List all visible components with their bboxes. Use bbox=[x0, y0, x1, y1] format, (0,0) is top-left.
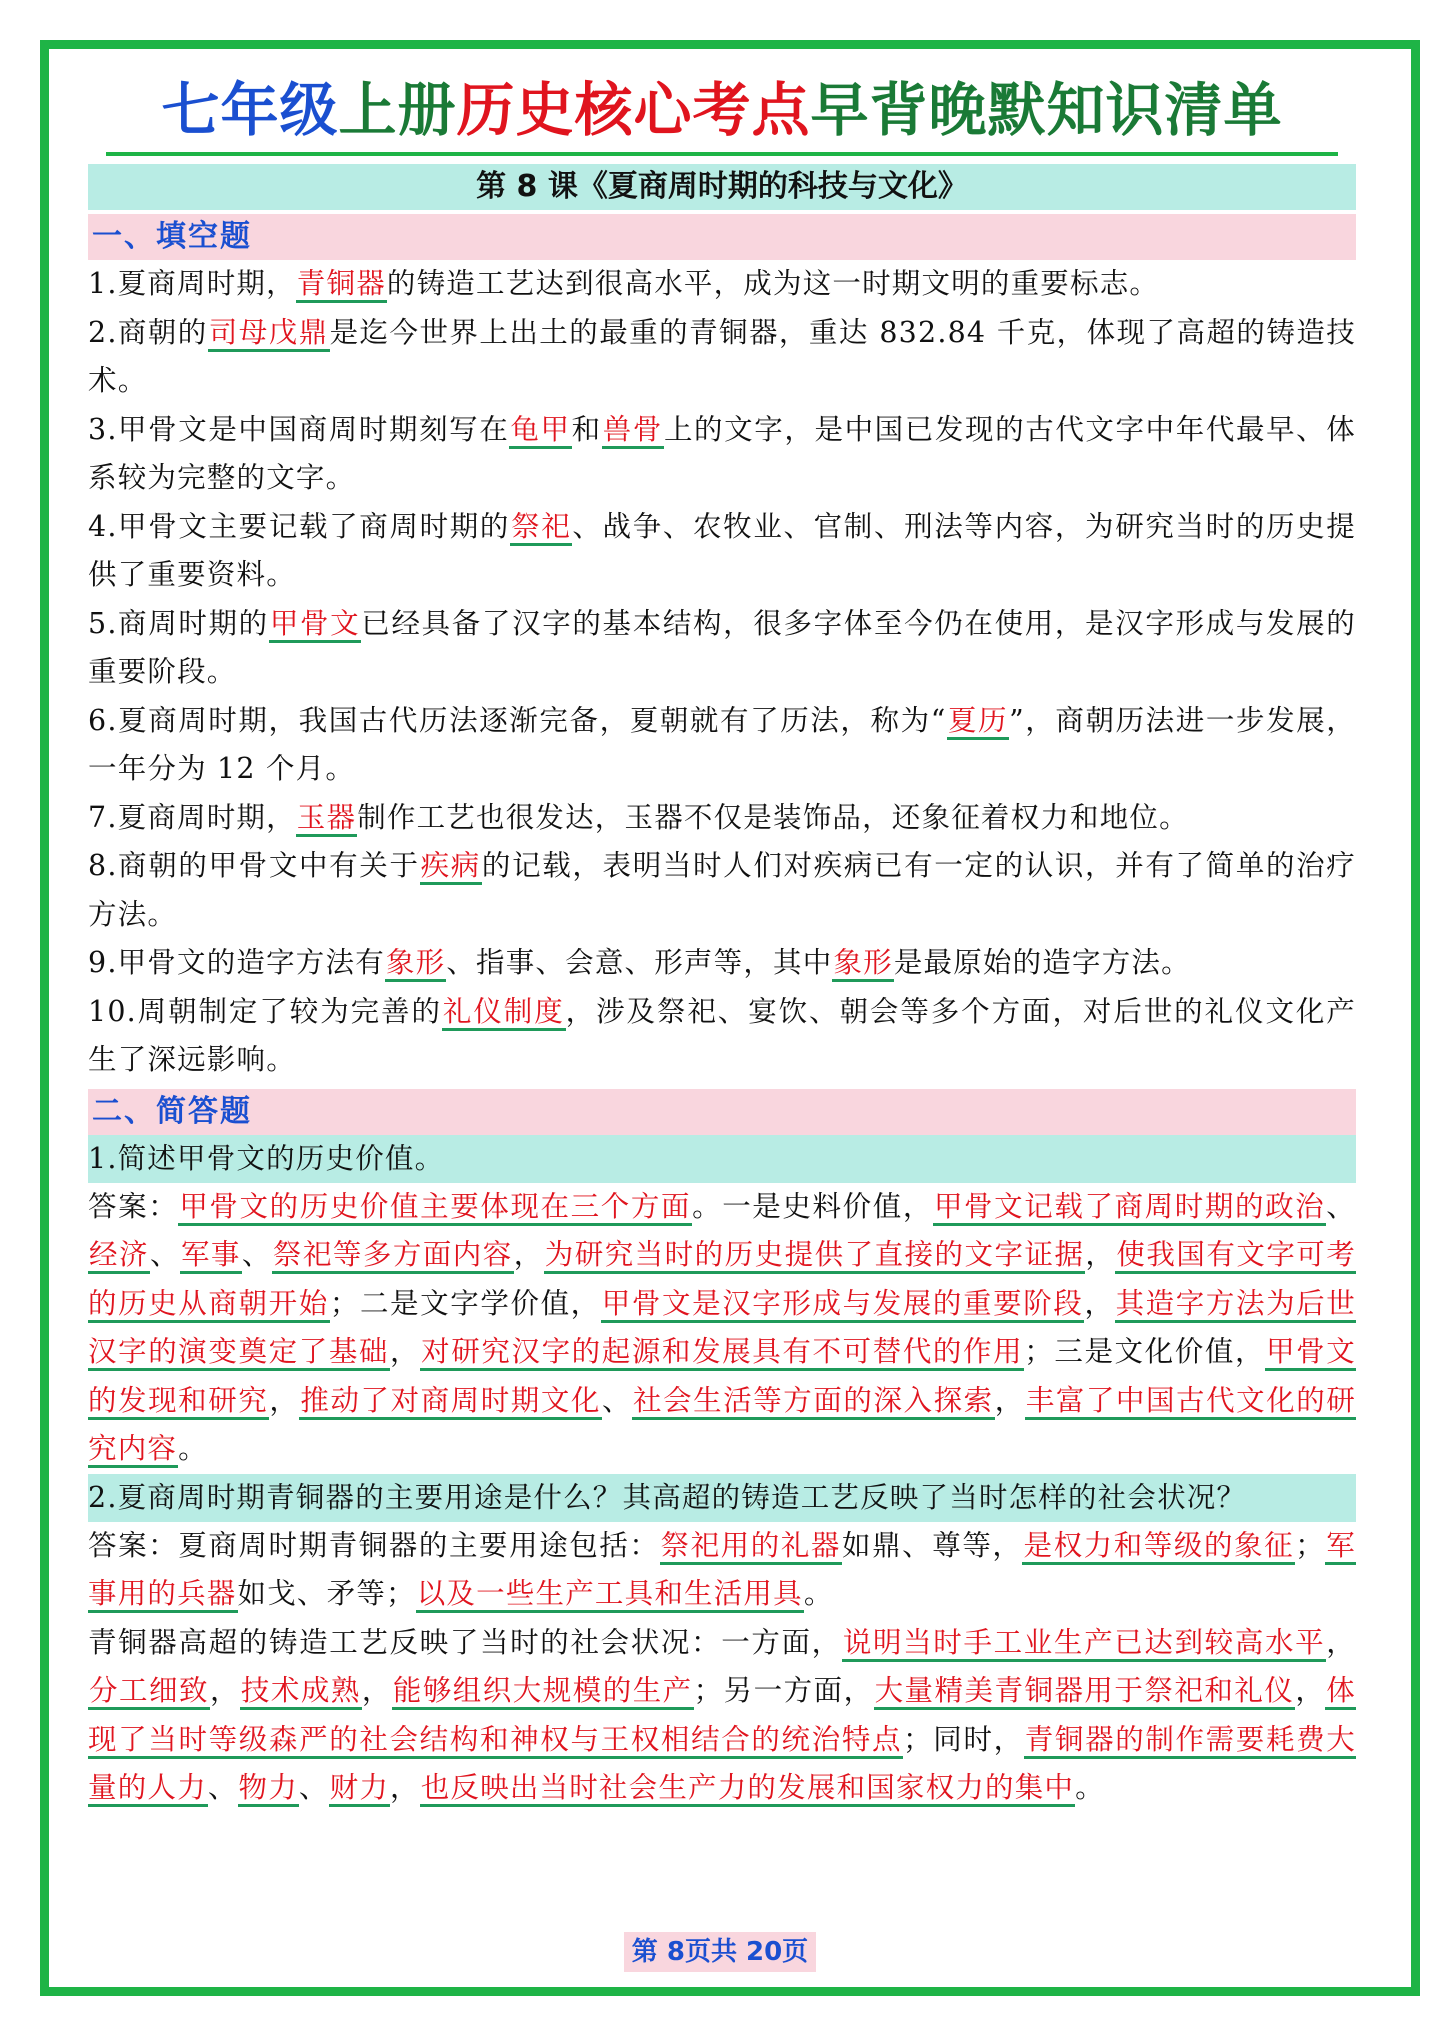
key-answer: 财力 bbox=[329, 1771, 390, 1807]
text-run: 、指事、会意、形声等，其中 bbox=[446, 946, 833, 979]
text-run: 、 bbox=[601, 1383, 633, 1417]
text-run: 如戈、矛等； bbox=[237, 1577, 416, 1610]
key-answer: 说明当时手工业生产已达到较高水平 bbox=[842, 1626, 1326, 1662]
key-answer: 军事 bbox=[180, 1238, 242, 1274]
title-segment: 早背晚默知识清单 bbox=[810, 76, 1283, 144]
key-answer: 青铜器的制作需要耗费大量的人力 bbox=[88, 1723, 1356, 1808]
text-run: 、 bbox=[298, 1771, 329, 1804]
key-answer: 为研究当时的历史提供了直接的文字证据 bbox=[544, 1238, 1086, 1274]
text-run: 、 bbox=[1326, 1189, 1356, 1223]
fill-blank-item bbox=[88, 600, 1356, 697]
text-run: ， bbox=[390, 1771, 420, 1804]
key-answer: 对研究汉字的起源和发展具有不可替代的作用 bbox=[420, 1335, 1024, 1371]
text-run: ；另一方面， bbox=[693, 1674, 874, 1707]
fill-blank-item bbox=[88, 260, 1356, 309]
question-1: 1.简述甲骨文的历史价值。 bbox=[88, 1135, 1356, 1183]
text-run: 、 bbox=[149, 1238, 180, 1271]
title-underline bbox=[106, 152, 1338, 156]
answer-paragraph bbox=[88, 1522, 1356, 1619]
key-answer: 物力 bbox=[238, 1771, 299, 1807]
key-answer: 使我国有文字可考的历史从商朝开始 bbox=[88, 1238, 1356, 1323]
section-heading-fill-blank: 一、填空题 bbox=[88, 214, 1356, 260]
key-answer: 玉器 bbox=[296, 801, 357, 837]
key-answer: 社会生活等方面的深入探索 bbox=[632, 1384, 995, 1420]
fill-blank-item bbox=[88, 697, 1356, 794]
text-run: 答案： bbox=[88, 1189, 179, 1223]
text-run: ； bbox=[1295, 1528, 1325, 1562]
text-run: ， bbox=[209, 1674, 240, 1707]
text-run: 10.周朝制定了较为完善的 bbox=[88, 994, 442, 1028]
text-run: 。一是史料价值， bbox=[692, 1189, 933, 1223]
text-run: 9.甲骨文的造字方法有 bbox=[88, 946, 385, 979]
key-answer: 祭祀用的礼器 bbox=[660, 1529, 842, 1565]
text-run: 、战争、农牧业、官制、刑法等内容，为研究当时的历史提供了重要资料。 bbox=[88, 509, 1356, 591]
text-run: ；二是文字学价值， bbox=[329, 1286, 601, 1320]
key-answer: 经济 bbox=[88, 1238, 150, 1274]
fill-blank-item bbox=[88, 309, 1356, 406]
text-run: ， bbox=[1085, 1238, 1116, 1271]
key-answer: 象形 bbox=[385, 946, 446, 982]
text-run: ， bbox=[390, 1335, 421, 1368]
text-run: ， bbox=[1084, 1286, 1115, 1320]
text-run: 、 bbox=[207, 1771, 238, 1804]
key-answer: 技术成熟 bbox=[240, 1674, 362, 1710]
key-answer: 以及一些生产工具和生活用具 bbox=[416, 1577, 804, 1613]
key-answer: 夏历 bbox=[947, 704, 1010, 740]
text-run: 已经具备了汉字的基本结构，很多字体至今仍在使用，是汉字形成与发展的重要阶段。 bbox=[88, 606, 1356, 688]
page-number: 第 8页共 20页 bbox=[624, 1932, 816, 1972]
fill-blank-item bbox=[88, 842, 1356, 939]
section-heading-short-answer: 二、简答题 bbox=[88, 1089, 1356, 1135]
text-run: 的记载，表明当时人们对疾病已有一定的认识，并有了简单的治疗方法。 bbox=[88, 849, 1356, 931]
page-title bbox=[88, 70, 1356, 152]
text-run: 8.商朝的甲骨文中有关于 bbox=[88, 849, 420, 882]
lesson-title: 第 8 课《夏商周时期的科技与文化》 bbox=[88, 164, 1356, 210]
key-answer: 分工细致 bbox=[88, 1674, 210, 1710]
text-run: 制作工艺也很发达，玉器不仅是装饰品，还象征着权力和地位。 bbox=[357, 800, 1189, 834]
key-answer: 司母戊鼎 bbox=[208, 316, 330, 352]
text-run: 上的文字，是中国已发现的古代文字中年代最早、体系较为完整的文字。 bbox=[88, 412, 1356, 494]
fill-blank-item bbox=[88, 503, 1356, 600]
key-answer: 甲骨文的历史价值主要体现在三个方面 bbox=[178, 1190, 692, 1226]
key-answer: 疾病 bbox=[420, 849, 482, 885]
text-run: 的铸造工艺达到很高水平，成为这一时期文明的重要标志。 bbox=[386, 267, 1160, 300]
question-2: 2.夏商周时期青铜器的主要用途是什么？其高超的铸造工艺反映了当时怎样的社会状况？ bbox=[88, 1474, 1356, 1522]
fill-blank-item bbox=[88, 988, 1356, 1085]
text-run: 、 bbox=[241, 1238, 272, 1271]
fill-blank-item bbox=[88, 939, 1356, 988]
key-answer: 甲骨文是汉字形成与发展的重要阶段 bbox=[601, 1287, 1085, 1323]
text-run: 是迄今世界上出土的最重的青铜器，重达 832.84 千克，体现了高超的铸造技术。 bbox=[88, 315, 1356, 397]
key-answer: 推动了对商周时期文化 bbox=[299, 1384, 602, 1420]
title-segment: 历史核心考点 bbox=[456, 76, 811, 144]
key-answer: 龟甲 bbox=[509, 413, 571, 449]
text-run: 和 bbox=[571, 412, 602, 446]
key-answer: 礼仪制度 bbox=[442, 995, 566, 1031]
text-run: 答案：夏商周时期青铜器的主要用途包括： bbox=[88, 1528, 660, 1562]
key-answer: 是权力和等级的象征 bbox=[1022, 1529, 1295, 1565]
text-run: 如鼎、尊等， bbox=[842, 1528, 1023, 1562]
key-answer: 祭祀 bbox=[510, 510, 572, 546]
key-answer: 体现了当时等级森严的社会结构和神权与王权相结合的统治特点 bbox=[88, 1674, 1356, 1759]
text-run: 青铜器高超的铸造工艺反映了当时的社会状况：一方面， bbox=[88, 1625, 842, 1659]
text-run: 6.夏商周时期，我国古代历法逐渐完备，夏朝就有了历法，称为“ bbox=[88, 703, 947, 737]
text-run: 是最原始的造字方法。 bbox=[893, 946, 1191, 979]
page-footer bbox=[0, 1932, 1440, 1972]
text-run: 2.商朝的 bbox=[88, 315, 208, 349]
key-answer: 也反映出当时社会生产力的发展和国家权力的集中 bbox=[420, 1771, 1075, 1807]
text-run: 。 bbox=[1075, 1771, 1105, 1804]
text-run: 5.商周时期的 bbox=[88, 606, 269, 640]
key-answer: 其造字方法为后世汉字的演变奠定了基础 bbox=[88, 1287, 1356, 1372]
key-answer: 青铜器 bbox=[296, 267, 387, 303]
key-answer: 能够组织大规模的生产 bbox=[392, 1674, 694, 1710]
text-run: 4.甲骨文主要记载了商周时期的 bbox=[88, 509, 511, 543]
text-run: ；同时， bbox=[903, 1722, 1024, 1756]
key-answer: 兽骨 bbox=[602, 413, 664, 449]
fill-blank-item bbox=[88, 794, 1356, 843]
text-run: 。 bbox=[803, 1577, 834, 1610]
text-run: 。 bbox=[178, 1432, 208, 1465]
text-run: ， bbox=[361, 1674, 392, 1707]
text-run: ， bbox=[994, 1383, 1025, 1417]
text-run: ， bbox=[1295, 1674, 1326, 1707]
text-run: ， bbox=[269, 1383, 300, 1417]
key-answer: 军事用的兵器 bbox=[88, 1529, 1356, 1614]
answer-1 bbox=[88, 1183, 1356, 1474]
text-run: 7.夏商周时期， bbox=[88, 800, 296, 834]
fill-blank-list bbox=[88, 260, 1356, 1085]
document-body bbox=[88, 70, 1356, 1813]
text-run: ”，商朝历法进一步发展，一年分为 12 个月。 bbox=[88, 703, 1356, 785]
text-run: ；三是文化价值， bbox=[1024, 1335, 1266, 1368]
key-answer: 甲骨文记载了商周时期的政治 bbox=[933, 1190, 1326, 1226]
text-run: ， bbox=[513, 1238, 544, 1271]
text-run: 1.夏商周时期， bbox=[88, 267, 296, 300]
answer-paragraph bbox=[88, 1619, 1356, 1813]
key-answer: 丰富了中国古代文化的研究内容 bbox=[88, 1384, 1356, 1469]
title-segment: 七年级 bbox=[161, 76, 339, 144]
key-answer: 大量精美青铜器用于祭祀和礼仪 bbox=[874, 1674, 1296, 1710]
fill-blank-item bbox=[88, 406, 1356, 503]
text-run: 3.甲骨文是中国商周时期刻写在 bbox=[88, 412, 510, 446]
key-answer: 甲骨文 bbox=[269, 607, 361, 643]
key-answer: 甲骨文的发现和研究 bbox=[88, 1335, 1356, 1420]
answer-2 bbox=[88, 1522, 1356, 1813]
text-run: ，涉及祭祀、宴饮、朝会等多个方面，对后世的礼仪文化产生了深远影响。 bbox=[88, 994, 1356, 1076]
key-answer: 象形 bbox=[832, 946, 893, 982]
title-segment: 上册 bbox=[338, 76, 457, 144]
answer-paragraph bbox=[88, 1183, 1356, 1474]
key-answer: 祭祀等多方面内容 bbox=[272, 1238, 514, 1274]
text-run: ， bbox=[1326, 1625, 1356, 1659]
